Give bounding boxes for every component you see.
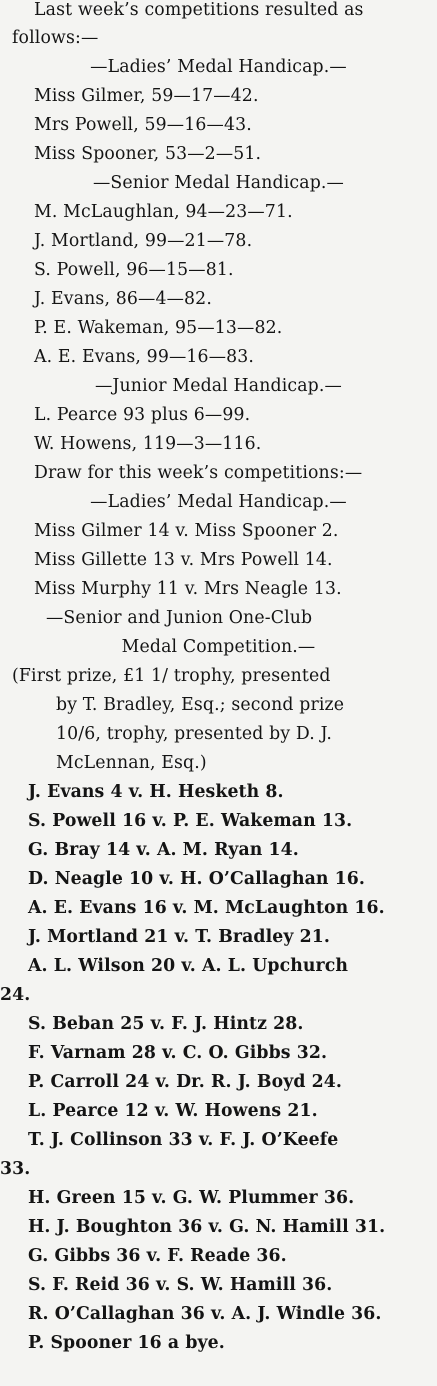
match-line: L. Pearce 12 v. W. Howens 21.: [28, 1101, 318, 1121]
match-line: P. Carroll 24 v. Dr. R. J. Boyd 24.: [28, 1072, 343, 1092]
match-line: P. Spooner 16 a bye.: [28, 1333, 225, 1353]
result-line: W. Howens, 119—3—116.: [34, 434, 262, 454]
ladies-medal-heading: —Ladies’ Medal Handicap.—: [90, 57, 347, 77]
draw-ladies-heading: —Ladies’ Medal Handicap.—: [90, 492, 347, 512]
draw-intro: Draw for this week’s competitions:—: [34, 463, 363, 483]
one-club-heading-line-1: —Senior and Junion One-Club: [46, 608, 313, 628]
match-line: H. Green 15 v. G. W. Plummer 36.: [28, 1188, 355, 1208]
match-line: J. Mortland 21 v. T. Bradley 21.: [28, 927, 330, 947]
junior-medal-heading: —Junior Medal Handicap.—: [95, 376, 342, 396]
result-line: S. Powell, 96—15—81.: [34, 260, 234, 280]
match-line: D. Neagle 10 v. H. O’Callaghan 16.: [28, 869, 366, 889]
match-line-continued: 24.: [0, 985, 31, 1005]
match-line: G. Bray 14 v. A. M. Ryan 14.: [28, 840, 299, 860]
draw-line: Miss Murphy 11 v. Mrs Neagle 13.: [34, 579, 342, 599]
result-line: M. McLaughlan, 94—23—71.: [34, 202, 293, 222]
match-line: T. J. Collinson 33 v. F. J. O’Keefe: [28, 1130, 339, 1150]
result-line: Miss Gilmer, 59—17—42.: [34, 86, 259, 106]
prize-line: (First prize, £1 1/ trophy, presented: [12, 666, 331, 686]
result-line: L. Pearce 93 plus 6—99.: [34, 405, 251, 425]
senior-medal-heading: —Senior Medal Handicap.—: [93, 173, 344, 193]
intro-line-1: Last week’s competitions resulted as: [34, 0, 364, 20]
match-line: J. Evans 4 v. H. Hesketh 8.: [28, 782, 284, 802]
match-line: A. E. Evans 16 v. M. McLaughton 16.: [28, 898, 385, 918]
prize-line: by T. Bradley, Esq.; second prize: [56, 695, 345, 715]
result-line: J. Mortland, 99—21—78.: [34, 231, 253, 251]
draw-line: Miss Gilmer 14 v. Miss Spooner 2.: [34, 521, 339, 541]
result-line: P. E. Wakeman, 95—13—82.: [34, 318, 283, 338]
result-line: Miss Spooner, 53—2—51.: [34, 144, 262, 164]
result-line: A. E. Evans, 99—16—83.: [34, 347, 255, 367]
match-line: S. Powell 16 v. P. E. Wakeman 13.: [28, 811, 353, 831]
prize-line: 10/6, trophy, presented by D. J.: [56, 724, 332, 744]
match-line: S. Beban 25 v. F. J. Hintz 28.: [28, 1014, 304, 1034]
match-line: S. F. Reid 36 v. S. W. Hamill 36.: [28, 1275, 333, 1295]
match-line: H. J. Boughton 36 v. G. N. Hamill 31.: [28, 1217, 386, 1237]
intro-line-2: follows:—: [12, 28, 99, 48]
match-line: A. L. Wilson 20 v. A. L. Upchurch: [28, 956, 349, 976]
match-line: G. Gibbs 36 v. F. Reade 36.: [28, 1246, 287, 1266]
match-line: F. Varnam 28 v. C. O. Gibbs 32.: [28, 1043, 328, 1063]
result-line: Mrs Powell, 59—16—43.: [34, 115, 252, 135]
one-club-heading-line-2: Medal Competition.—: [121, 637, 316, 657]
match-line-continued: 33.: [0, 1159, 31, 1179]
match-line: R. O’Callaghan 36 v. A. J. Windle 36.: [28, 1304, 382, 1324]
prize-line: McLennan, Esq.): [56, 753, 207, 773]
result-line: J. Evans, 86—4—82.: [34, 289, 212, 309]
draw-line: Miss Gillette 13 v. Mrs Powell 14.: [34, 550, 333, 570]
